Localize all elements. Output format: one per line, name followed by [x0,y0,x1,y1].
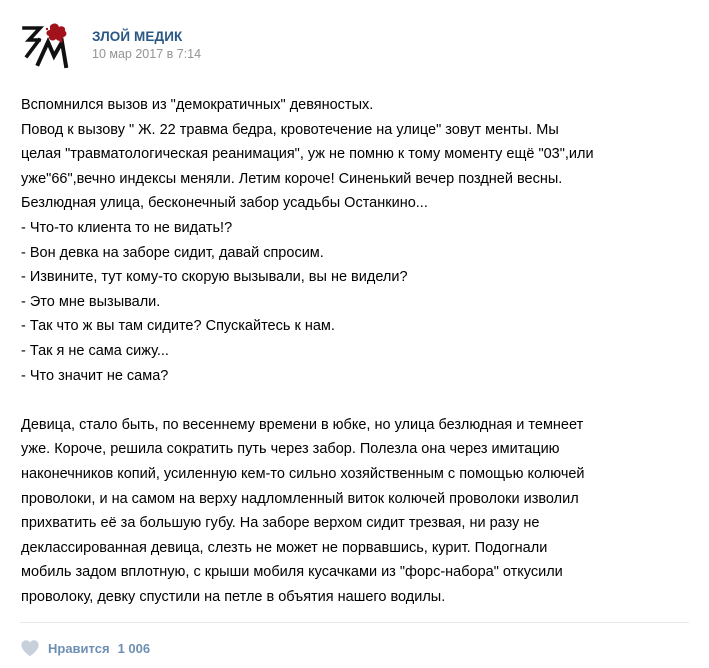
post-text-line: целая "травматологическая реанимация", уж не помню к тому моменту ещё "03",или [21,146,594,163]
post-text-line: Безлюдная улица, бесконечный забор усадьбы Останкино... [21,195,428,212]
post-text-line: - Извините, тут кому-то скорую вызывали, вы не видели? [21,269,408,286]
paragraph-gap [21,388,701,413]
like-label: Нравится [48,640,110,656]
post-text-line: наконечников копий, усиленную кем-то сильно хозяйственным с помощью колючей [21,465,585,482]
post-text [21,93,701,609]
author-name-link[interactable]: ЗЛОЙ МЕДИК [92,29,183,44]
post-text-line: - Так что ж вы там сидите? Спускайтесь к нам. [21,318,335,335]
post-text-line: уже"66",вечно индексы меняли. Летим короче! Синенький вечер поздней весны. [21,170,563,187]
post-text-line: - Что-то клиента то не видать!? [21,219,233,236]
post-text-line: Вспомнился вызов из "демократичных" девяностых. [21,97,374,113]
like-button[interactable] [20,639,150,657]
post-text-line: уже. Короче, решила сократить путь через забор. Полезла она через имитацию [21,441,560,458]
post-text-line: прихватить её за большую губу. На заборе верхом сидит трезвая, ни разу не [21,515,540,532]
author-block [92,28,201,63]
footer-divider [20,622,689,623]
post-text-line: - Это мне вызывали. [21,293,161,310]
heart-icon [20,639,40,657]
post-text-line: проволоки, и на самом на верху надломленный виток колючей проволоки изволил [21,490,579,507]
post-text-line: - Так я не сама сижу... [21,342,169,359]
post-text-line: Повод к вызову " Ж. 22 травма бедра, кровотечение на улице" зовут менты. Мы [21,121,559,138]
post-text-line: Девица, стало быть, по весеннему времени в юбке, но улица безлюдная и темнеет [21,416,584,433]
post-text-line: мобиль задом вплотную, с крыши мобиля кусачками из "форс-набора" откусили [21,564,563,581]
like-count: 1 006 [117,640,151,656]
post-text-line: - Вон девка на заборе сидит, давай спросим. [21,244,324,261]
post-text-line: - Что значит не сама? [21,367,169,384]
community-logo-icon [20,20,72,72]
post-header [20,20,680,72]
post-text-line: деклассированная девица, слезть не может не порвавшись, курит. Подогнали [21,539,548,556]
post-footer [20,634,150,662]
post-date-link[interactable]: 10 мар 2017 в 7:14 [92,47,202,61]
post-text-line: проволоку, девку спустили на петле в объятия нашего водилы. [21,588,446,605]
avatar[interactable] [20,20,72,72]
